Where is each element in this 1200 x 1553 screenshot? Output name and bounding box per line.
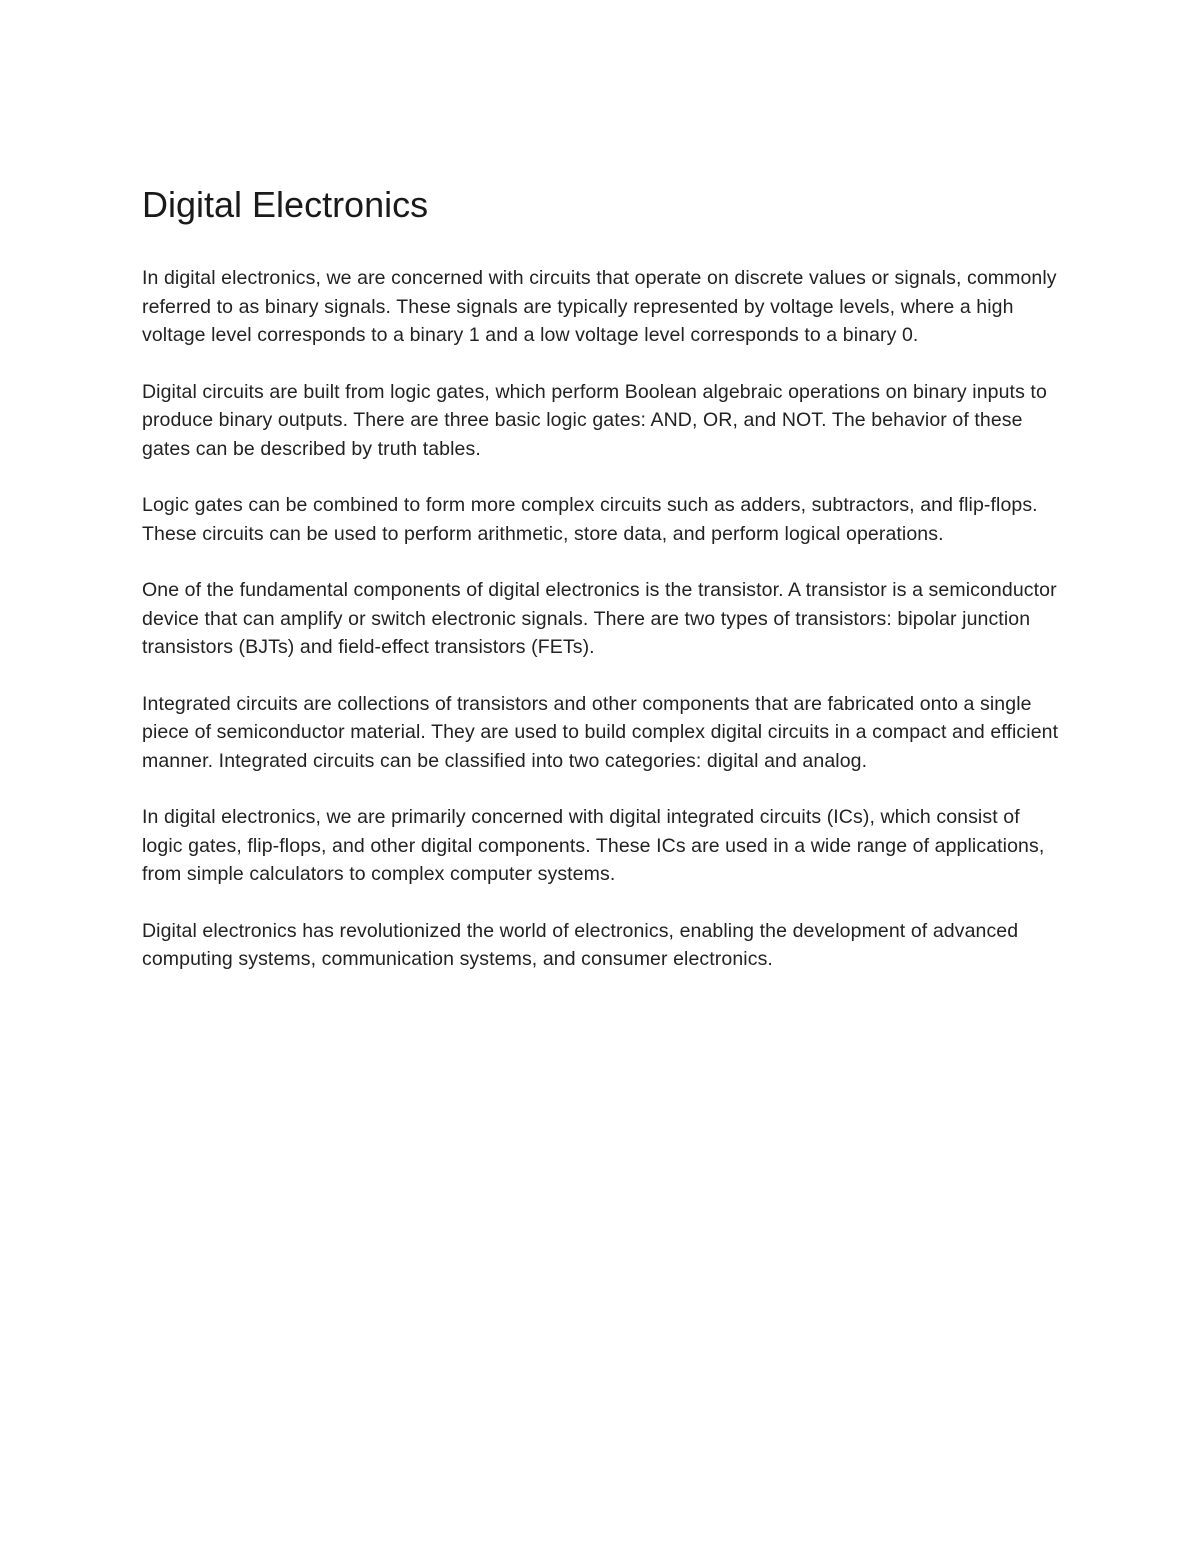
paragraph-logic-gates: Digital circuits are built from logic gates, which perform Boolean algebraic operations on binary inputs to produce binary outputs. There are three basic logic gates: AND, OR, and NOT. The behavior of these gates can be described by truth tables.	[142, 380, 1047, 460]
paragraph-conclusion: Digital electronics has revolutionized the world of electronics, enabling the development of advanced computing systems, communication systems, and consumer electronics.	[142, 919, 1019, 970]
paragraph-integrated-circuits: Integrated circuits are collections of transistors and other components that are fabricated onto a single piece of semiconductor material. They are used to build complex digital circuits in a compact and efficient manner. Integrated circuits can be classified into two categories: digital and analog.	[142, 692, 1059, 772]
paragraph-digital-ics: In digital electronics, we are primarily concerned with digital integrated circuits (ICs), which consist of logic gates, flip-flops, and other digital components. These ICs are used in a wide range of applications, from simple calculators to complex computer systems.	[142, 806, 1045, 885]
paragraph-complex-circuits: Logic gates can be combined to form more complex circuits such as adders, subtractors, and flip-flops. These circuits can be used to perform arithmetic, store data, and perform logical operations.	[142, 494, 1038, 545]
document-body	[142, 264, 1062, 974]
document-title: Digital Electronics	[142, 184, 429, 225]
document-content	[142, 180, 1062, 1002]
paragraph-transistors: One of the fundamental components of digital electronics is the transistor. A transistor is a semiconductor device that can amplify or switch electronic signals. There are two types of transistors: bipolar junction transistors (BJTs) and field-effect transistors (FETs).	[142, 579, 1057, 658]
paragraph-binary-signals: In digital electronics, we are concerned with circuits that operate on discrete values or signals, commonly referred to as binary signals. These signals are typically represented by voltage levels, where a high voltage level corresponds to a binary 1 and a low voltage level corresponds to a binary 0.	[142, 267, 1057, 346]
